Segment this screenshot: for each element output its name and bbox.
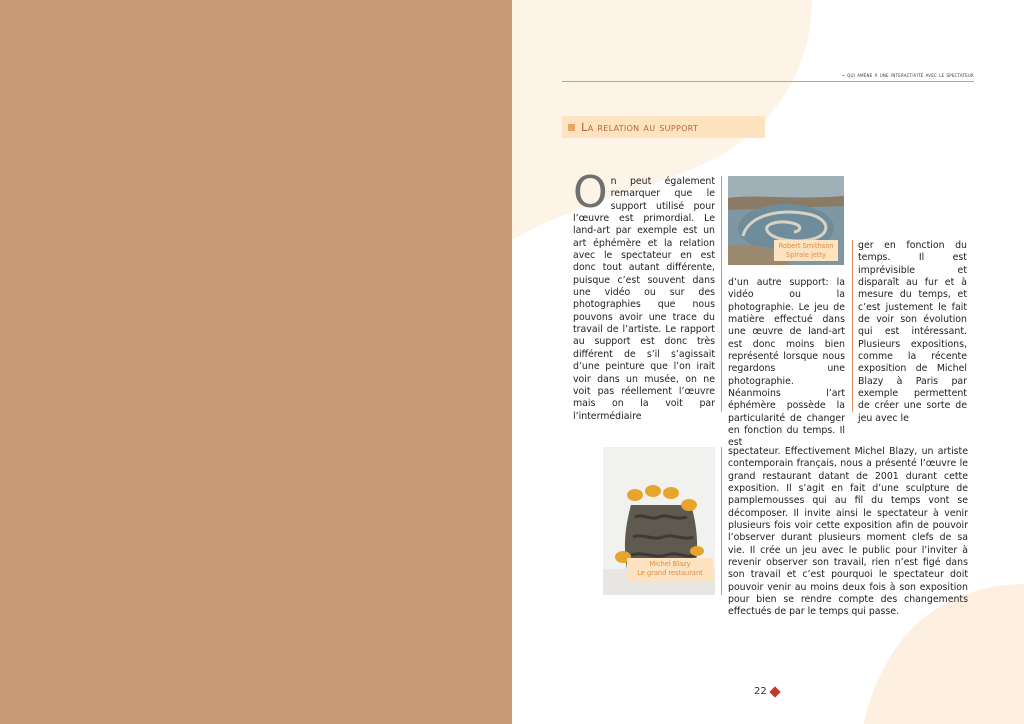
running-header: – qui amène à une interactivité avec le spectateur [841, 72, 974, 79]
column-1-text: n peut également remarquer que le support utilisé pour l’œuvre est primordial. Le land-art par exemple est un art éphémère et la relation avec le spectateur en est donc tout autant différente, puisque c’est souvent dans une vidéo ou sur des photographies que nous pouvons avoir une trace du travail de l’artiste. Le rapport au support est donc très différent de s’il s’agissait d’une peinture que l’on irait voir dans un musée, on ne voit pas réellement l’œuvre mais on la voit par l’intermédiaire [573, 176, 715, 422]
text-column-2: d’un autre support: la vidéo ou la photographie. Le jeu de matière effectué dans une œuvre de land-art est donc moins bien représenté lorsque nous regardons une photographie. Néanmoins l’art éphémère possède la particularité de changer en fonction du temps. Il est [728, 277, 845, 449]
text-column-3: ger en fonction du temps. Il est imprévisible et disparaît au fur et à mesure du temps, et c’est justement le fait de voir son évolution qui est intéressant. Plusieurs expositions, comme la récente exposition de Michel Blazy à Paris par exemple permettent de créer une sorte de jeu avec le [858, 240, 967, 424]
caption-title: Spirale jetty [786, 251, 826, 259]
caption-grand-restaurant [627, 558, 713, 581]
header-rule [562, 81, 974, 82]
drop-cap: O [573, 167, 608, 218]
page-number-text: 22 [754, 686, 767, 697]
caption-artist: Michel Blazy [649, 560, 691, 568]
text-column-4: spectateur. Effectivement Michel Blazy, un artiste contemporain français, nous a présenté l’œuvre le grand restaurant datant de 2001 durant cette exposition. Il s’agit en fait d’une sculpture de pamplemousses qui au fil du temps vont se décomposer. Il invite ainsi le spectateur à venir plusieurs fois voir cette exposition afin de pouvoir l’observer durant plusieurs moment clefs de sa vie. Il crée un jeu avec le public pour l’inviter à revenir observer son travail, rien n’est figé dans son travail et c’est pourquoi le spectateur doit pouvoir venir au moins deux fois à son exposition pour bien se rendre compte des changements effectués de par le temps qui passe. [728, 446, 968, 618]
title-bullet-icon [568, 124, 575, 131]
column-divider-1 [721, 176, 722, 412]
page-number [754, 686, 779, 697]
section-title: La relation au support [581, 120, 699, 134]
column-divider-2 [852, 240, 853, 412]
section-title-box [562, 116, 765, 138]
right-page [512, 0, 1024, 724]
caption-spiral-jetty [774, 240, 838, 261]
caption-title: Le grand restaurant [637, 569, 703, 577]
column-divider-3 [721, 447, 722, 595]
caption-artist: Robert Smithson [778, 242, 834, 250]
diamond-icon [769, 686, 780, 697]
text-column-1 [573, 167, 715, 423]
